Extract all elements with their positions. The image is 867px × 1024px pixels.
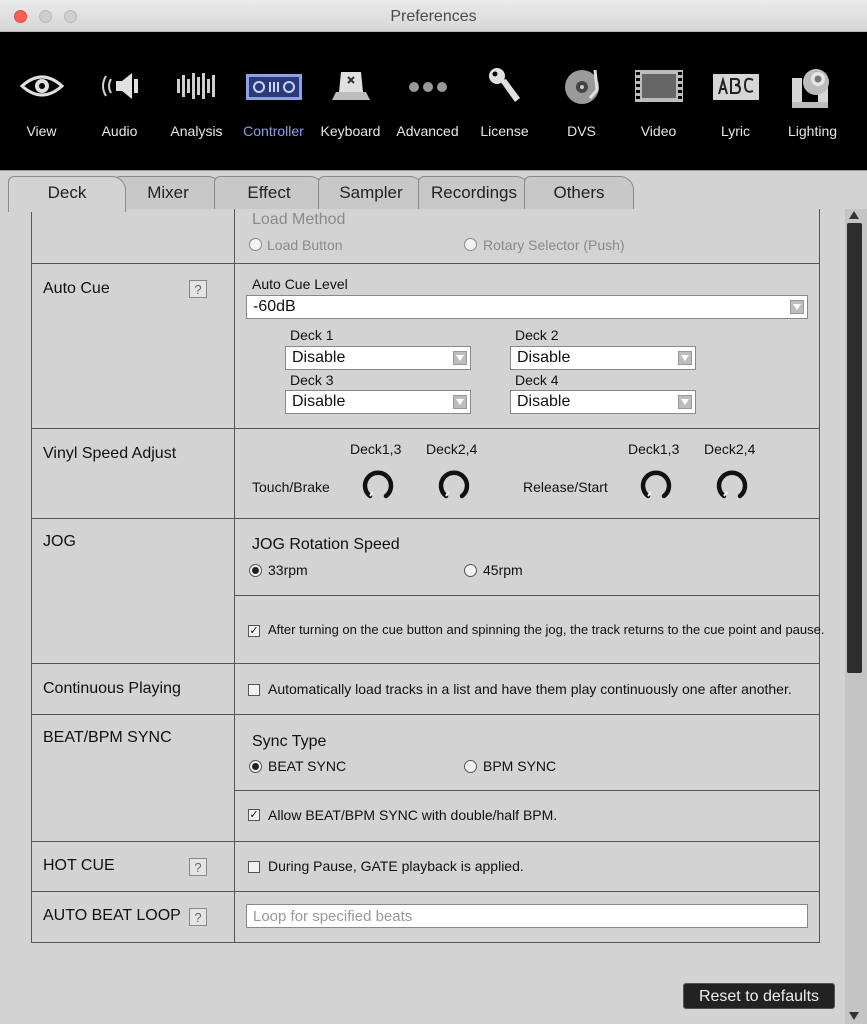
vertical-scrollbar[interactable] [845, 209, 867, 1024]
touch-deck13-label: Deck1,3 [350, 441, 402, 457]
deck3-value: Disable [292, 393, 346, 410]
hot-cue-gate-text: During Pause, GATE playback is applied. [268, 858, 524, 874]
toolbar-view-label: View [26, 123, 57, 139]
toolbar-audio-label: Audio [101, 123, 138, 139]
jog-speed-title: JOG Rotation Speed [252, 536, 400, 553]
chevron-down-icon [453, 351, 467, 365]
deck2-value: Disable [517, 349, 571, 366]
hot-cue-label: HOT CUE [43, 857, 115, 874]
preferences-tabs [0, 170, 867, 210]
bpm-sync-radio[interactable] [464, 760, 477, 773]
controller-icon [245, 66, 303, 106]
hot-cue-gate-checkbox[interactable] [248, 861, 260, 873]
reset-to-defaults-button[interactable]: Reset to defaults [683, 983, 835, 1009]
title-bar [0, 0, 867, 32]
auto-cue-level-value: -60dB [253, 298, 296, 315]
key-icon [482, 66, 528, 106]
speaker-icon [97, 66, 143, 106]
chevron-down-icon [678, 351, 692, 365]
sync-type-title: Sync Type [252, 733, 327, 750]
deck3-label: Deck 3 [290, 372, 334, 388]
toolbar-advanced[interactable] [389, 66, 466, 146]
jog-label: JOG [43, 533, 76, 550]
toolbar-video[interactable] [620, 66, 697, 146]
beat-sync-option-label: BEAT SYNC [268, 758, 347, 774]
toolbar-lyric[interactable] [697, 66, 774, 146]
dots-icon [405, 66, 451, 106]
touch-deck24-knob[interactable] [436, 467, 472, 503]
chevron-down-icon [678, 395, 692, 409]
tab-effect[interactable]: Effect [214, 176, 324, 210]
allow-double-half-text: Allow BEAT/BPM SYNC with double/half BPM. [268, 807, 558, 823]
scrollbar-thumb[interactable] [847, 223, 862, 673]
continuous-playing-label: Continuous Playing [43, 680, 181, 697]
jog-return-text: After turning on the cue button and spinning the jog, the track returns to the cue point and pause. [268, 622, 825, 637]
auto-beat-loop-input[interactable] [246, 904, 808, 928]
auto-cue-label: Auto Cue [43, 280, 110, 297]
toolbar-license-label: License [480, 123, 529, 139]
tab-others[interactable]: Others [524, 176, 634, 210]
jog-return-checkbox[interactable]: ✓ [249, 625, 259, 637]
deck2-select[interactable] [510, 346, 696, 370]
load-method-title: Load Method [252, 211, 346, 228]
touch-deck13-knob[interactable] [360, 467, 396, 503]
scroll-down-icon[interactable] [849, 1012, 859, 1020]
release-deck13-label: Deck1,3 [628, 441, 680, 457]
toolbar-dvs[interactable] [543, 66, 620, 146]
auto-beat-loop-label: AUTO BEAT LOOP [43, 907, 181, 924]
continuous-playing-checkbox[interactable] [248, 684, 260, 696]
toolbar-video-label: Video [640, 123, 677, 139]
deck1-value: Disable [292, 349, 346, 366]
chevron-down-icon [790, 300, 804, 314]
vinyl-speed-label: Vinyl Speed Adjust [43, 445, 177, 462]
jog-45rpm-radio[interactable] [464, 564, 477, 577]
load-button-label: Load Button [267, 237, 343, 253]
touch-deck24-label: Deck2,4 [426, 441, 478, 457]
rotary-selector-radio[interactable] [464, 238, 477, 251]
release-deck13-knob[interactable] [638, 467, 674, 503]
deck1-label: Deck 1 [290, 327, 334, 343]
toolbar-lighting-label: Lighting [787, 123, 838, 139]
chevron-down-icon [453, 395, 467, 409]
deck2-label: Deck 2 [515, 327, 559, 343]
toolbar-keyboard[interactable] [312, 66, 389, 146]
keyboard-icon [328, 66, 374, 106]
auto-cue-help-button[interactable]: ? [189, 280, 207, 298]
bpm-sync-option-label: BPM SYNC [483, 758, 557, 774]
toolbar-analysis-label: Analysis [170, 123, 223, 139]
window-title: Preferences [390, 8, 477, 25]
hot-cue-row [31, 842, 820, 892]
deck1-select[interactable] [285, 346, 471, 370]
deck3-select[interactable] [285, 390, 471, 414]
rotary-selector-label: Rotary Selector (Push) [483, 237, 625, 253]
auto-cue-row [31, 264, 820, 429]
vinyl-speed-row [31, 429, 820, 519]
preferences-toolbar [0, 32, 867, 170]
release-start-label: Release/Start [523, 479, 608, 495]
auto-beat-loop-row [31, 892, 820, 943]
beat-sync-row [31, 715, 820, 842]
auto-cue-level-label: Auto Cue Level [252, 276, 348, 292]
film-icon [634, 66, 684, 106]
hot-cue-help-button[interactable]: ? [189, 858, 207, 876]
jog-row [31, 519, 825, 664]
deck4-select[interactable] [510, 390, 696, 414]
toolbar-view[interactable] [3, 66, 80, 146]
auto-beat-loop-help-button[interactable]: ? [189, 908, 207, 926]
tab-recordings[interactable]: Recordings [418, 176, 530, 210]
jog-33rpm-radio[interactable] [249, 564, 262, 577]
tab-deck[interactable]: Deck [8, 176, 126, 212]
tab-sampler[interactable]: Sampler [318, 176, 424, 210]
toolbar-analysis[interactable] [158, 66, 235, 146]
release-deck24-knob[interactable] [714, 467, 750, 503]
toolbar-lighting[interactable] [774, 66, 851, 146]
deck4-label: Deck 4 [515, 372, 559, 388]
touch-brake-label: Touch/Brake [252, 479, 330, 495]
continuous-playing-row [31, 664, 820, 715]
tab-mixer[interactable]: Mixer [114, 176, 222, 210]
toolbar-lyric-label: Lyric [720, 123, 751, 139]
toolbar-advanced-label: Advanced [396, 123, 459, 139]
toolbar-controller-label: Controller [243, 123, 304, 139]
waveform-icon [174, 66, 220, 106]
eye-icon [19, 66, 65, 106]
jog-45rpm-label: 45rpm [483, 562, 523, 578]
toolbar-license[interactable] [466, 66, 543, 146]
load-button-radio[interactable] [249, 238, 262, 251]
toolbar-keyboard-label: Keyboard [320, 123, 381, 139]
release-deck24-label: Deck2,4 [704, 441, 756, 457]
toolbar-dvs-label: DVS [567, 123, 596, 139]
abc-icon [711, 66, 761, 106]
auto-cue-level-select[interactable] [246, 295, 808, 319]
continuous-playing-text: Automatically load tracks in a list and have them play continuously one after another. [268, 681, 792, 697]
allow-double-half-checkbox[interactable]: ✓ [249, 809, 259, 821]
toolbar-audio[interactable] [81, 66, 158, 146]
beat-sync-radio[interactable] [249, 760, 262, 773]
deck-settings-panel [0, 209, 845, 1024]
moving-light-icon [788, 66, 838, 110]
deck4-value: Disable [517, 393, 571, 410]
turntable-icon [559, 66, 605, 106]
toolbar-controller[interactable] [235, 66, 312, 146]
scroll-up-icon[interactable] [849, 211, 859, 219]
beat-sync-label: BEAT/BPM SYNC [43, 729, 172, 746]
jog-33rpm-label: 33rpm [268, 562, 308, 578]
load-method-row [31, 209, 820, 264]
